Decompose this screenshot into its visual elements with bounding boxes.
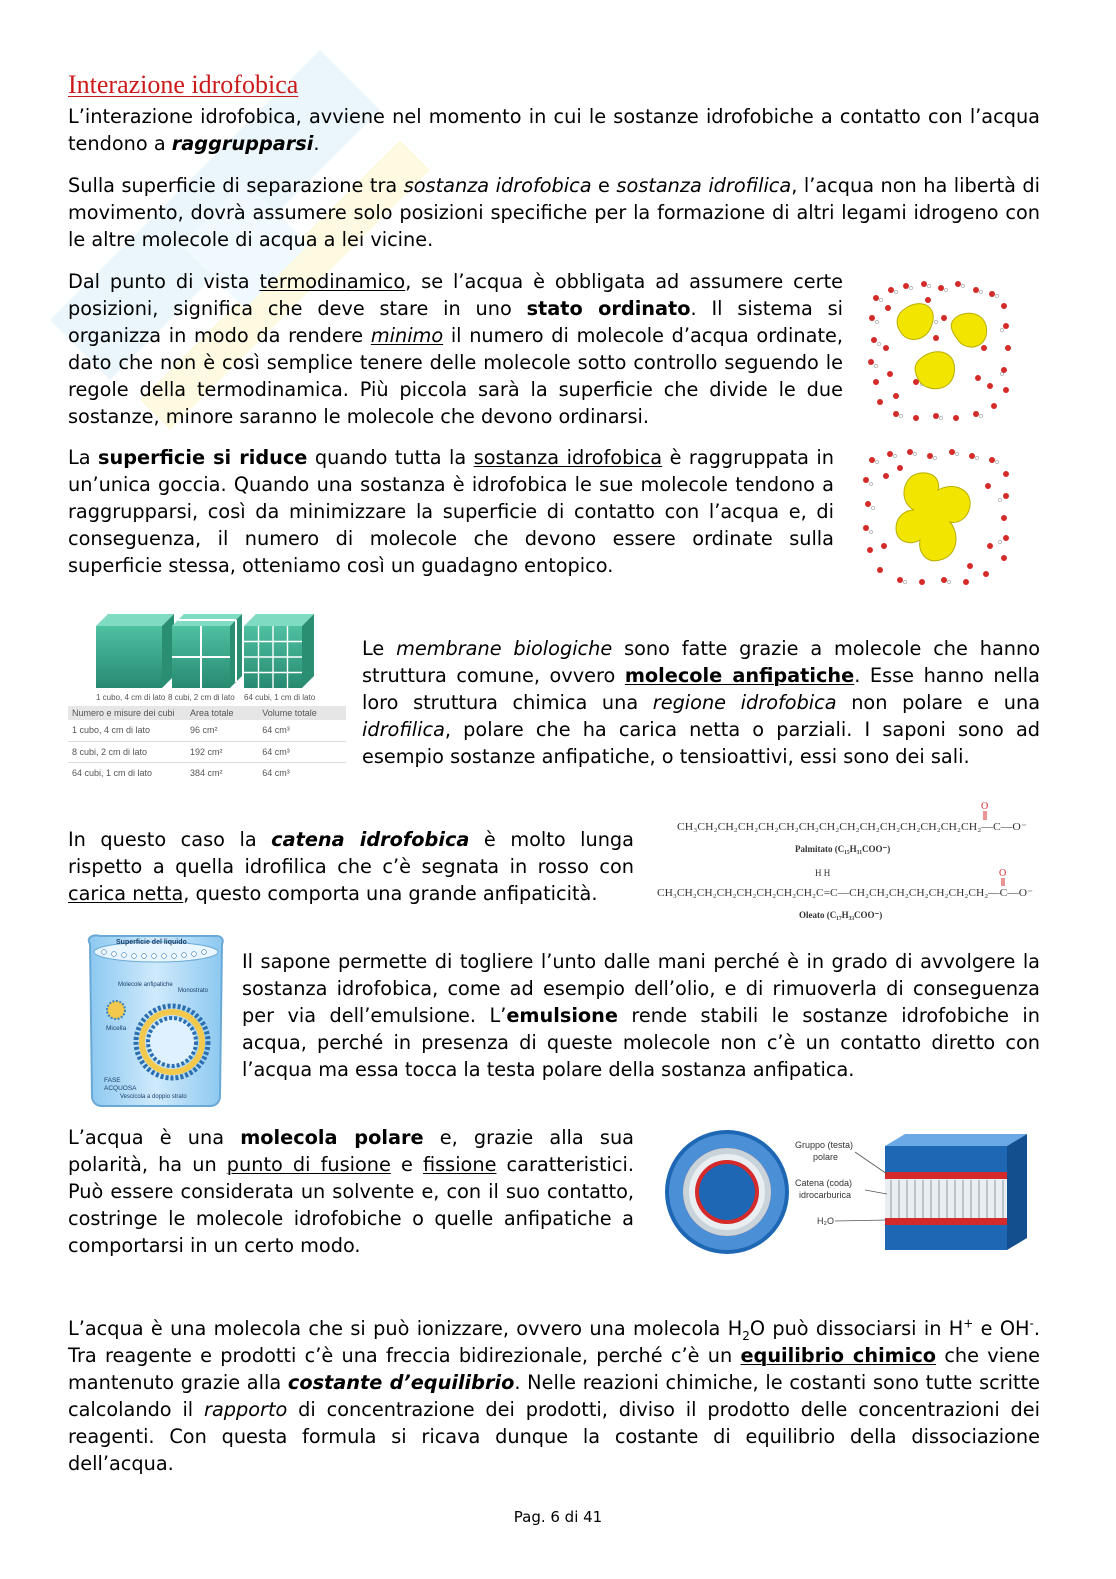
micelle — [107, 1001, 125, 1019]
text: e, grazie alla sua polarità, ha un — [68, 1126, 634, 1176]
term-net-charge: carica netta — [68, 882, 184, 905]
term-polar-molecule: molecola polare — [240, 1126, 424, 1149]
table-row — [68, 762, 346, 783]
paragraph-ionization — [68, 1315, 1040, 1477]
table-cell: 64 cubi, 1 cm di lato — [72, 767, 153, 778]
paragraph-surface — [68, 172, 1040, 253]
text: sono fatte grazie a molecole che hanno struttura comune, ovvero — [362, 637, 1040, 687]
term-ordered-state: stato ordinato — [526, 297, 691, 320]
label-polar-head-1: Gruppo (testa) — [795, 1140, 854, 1150]
term-thermodynamic: termodinamico — [259, 270, 406, 293]
text: , se l’acqua è obbligata ad assumere certe posizioni, significa che deve stare in uno — [68, 270, 843, 320]
water-molecules-pattern — [868, 281, 1011, 421]
term-hydrophobic-chain: catena idrofobica — [271, 828, 470, 851]
oleate-hydrogens: H H — [815, 868, 831, 878]
table-cell: 64 cm³ — [262, 767, 290, 778]
text: In questo caso la — [68, 828, 272, 851]
text: Sulla superficie di separazione tra — [68, 174, 404, 197]
superscript: + — [963, 1316, 974, 1331]
term-minimum: minimo — [370, 324, 444, 347]
text: quando tutta la — [307, 446, 474, 469]
paragraph-soap — [242, 948, 1040, 1083]
beaker-label-phase-2: ACQUOSA — [104, 1085, 137, 1092]
term-chemical-equilibrium: equilibrio chimico — [740, 1344, 937, 1367]
table-row — [68, 720, 346, 741]
emphasis-raggrupparsi: raggrupparsi — [171, 132, 314, 155]
text: . Tra reagente e prodotti c’è una freccia bidirezionale, perché c’è un — [68, 1317, 1041, 1367]
subscript: 2 — [742, 1328, 750, 1343]
term-ratio: rapporto — [204, 1398, 288, 1421]
table-cell: 64 cm³ — [262, 746, 290, 757]
paragraph-thermodynamics — [68, 268, 843, 430]
beaker-label-amphipathic: Molecole anfipatiche — [118, 982, 173, 988]
text: è molto lunga rispetto a quella idrofilica che c’è segnata in rosso con — [68, 828, 634, 878]
table-cell: 8 cubi, 2 cm di lato — [72, 746, 148, 757]
term-fission: fissione — [422, 1153, 497, 1176]
text: . Il sistema si organizza in modo da rendere — [68, 297, 844, 347]
figure-membrane-bilayer — [655, 1128, 1030, 1256]
table-row — [68, 741, 346, 762]
paragraph-polar-water — [68, 1124, 634, 1259]
text: rende stabili le sostanze idrofobiche in acqua, perché in presenza di queste molecole non c’è un contatto diretto con l’acqua ma essa tocca la testa polare della sostanza anfipatica. — [242, 1004, 1040, 1081]
palmitate-chain: CH₃CH₂CH₂CH₂CH₂CH₂CH₂CH₂CH₂CH₂CH₂CH₂CH₂CH₂CH₂—C—O⁻ — [677, 822, 1027, 833]
term-hydrophobic: sostanza idrofobica — [403, 174, 592, 197]
term-equilibrium-constant: costante d’equilibrio — [287, 1371, 515, 1394]
term-amphipathic-molecules: molecole anfipatiche — [624, 664, 855, 687]
term-hydrophilic: idrofilica — [362, 718, 445, 741]
text: , questo comporta una grande anfipaticità. — [183, 882, 598, 905]
text: che viene mantenuto grazie alla — [68, 1344, 1041, 1394]
beaker-label-surface: Superficie del liquido — [116, 939, 187, 946]
term-hydrophilic: sostanza idrofilica — [616, 174, 792, 197]
text: L’acqua è una molecola che si può ionizzare, ovvero una molecola H — [68, 1317, 743, 1340]
term-melting-point: punto di fusione — [226, 1153, 391, 1176]
figure-beaker-micelle — [82, 930, 227, 1108]
table-header-row — [68, 706, 346, 720]
table-header: Volume totale — [262, 708, 317, 718]
text: . Nelle reazioni chimiche, le costanti sono tutte scritte calcolando il — [68, 1371, 1040, 1421]
text: e — [591, 174, 617, 197]
beaker-label-micelle: Micella — [106, 1025, 127, 1032]
paragraph-surface-reduction — [68, 444, 834, 579]
paragraph-intro — [68, 103, 1040, 157]
palmitate-carbonyl-o: O — [981, 801, 989, 812]
text: caratteristici. Può essere considerata un solvente e, con il suo contatto, costringe le molecole idrofobiche o quelle anfipatiche a comportarsi in un certo modo. — [68, 1153, 635, 1257]
page-number: Pag. 6 di 41 — [513, 1508, 603, 1526]
table-cell: 1 cubo, 4 cm di lato — [72, 725, 151, 736]
label-hydrocarbon-tail-1: Catena (coda) — [795, 1178, 853, 1188]
term-hydrophobic-region: regione idrofobica — [652, 691, 837, 714]
cube-caption-1: 1 cubo, 4 cm di lato — [96, 693, 166, 702]
paragraph-hydrophobic-chain — [68, 826, 634, 907]
figure-dispersed-drops — [866, 278, 1012, 423]
cube-2 — [172, 614, 242, 688]
text: . Esse hanno nella loro struttura chimica una — [362, 664, 1040, 714]
text: La — [68, 446, 99, 469]
text: , l’acqua non ha libertà di movimento, dovrà assumere solo posizioni specifiche per la formazione di altri legami idrogeno con le altre molecole di acqua a lei vicine. — [68, 174, 1041, 251]
oleate-chain: CH₃CH₂CH₂CH₂CH₂CH₂CH₂CH₂C=C—CH₂CH₂CH₂CH₂CH₂CH₂CH₂—C—O⁻ — [657, 888, 1033, 899]
cube-3 — [244, 614, 314, 688]
table-header: Area totale — [190, 708, 234, 718]
beaker-label-monolayer: Monostrato — [178, 988, 209, 994]
oleate-carbonyl-o: O — [999, 868, 1007, 879]
figure-fatty-acid-formulas — [655, 800, 1040, 925]
figure-cubes-surface — [68, 612, 348, 790]
bilayer-slab — [885, 1134, 1027, 1250]
term-emulsion: emulsione — [506, 1004, 618, 1027]
text: L’interazione idrofobica, avviene nel momento in cui le sostanze idrofobiche a contatto con l’acqua tendono a — [68, 105, 1040, 155]
beaker-label-vesicle: Vescicola a doppio strato — [120, 1094, 187, 1100]
text: L’acqua è una — [68, 1126, 241, 1149]
table-cell: 384 cm² — [190, 767, 223, 778]
text: . — [313, 132, 320, 155]
text: Le — [362, 637, 397, 660]
cube-1 — [96, 614, 174, 688]
text: il numero di molecole d’acqua ordinate, dato che non è così semplice tenere delle molecole sotto controllo seguendo le regole della termodinamica. Più piccola sarà la superficie che divide le due sostanze, minore saranno le molecole che devono ordinarsi. — [68, 324, 843, 428]
cube-caption-2: 8 cubi, 2 cm di lato — [168, 693, 235, 702]
text: e OH — [973, 1317, 1030, 1340]
text: O può dissociarsi in H — [749, 1317, 964, 1340]
table-cell: 64 cm³ — [262, 725, 290, 736]
superscript: - — [1029, 1316, 1034, 1331]
cubes-illustration — [68, 612, 348, 702]
table-header: Numero e misure dei cubi — [72, 708, 175, 718]
oleate-label: Oleato (C₁₇H₃₃COO⁻) — [799, 910, 883, 920]
text: , polare che ha carica netta o parziali. I saponi sono ad esempio sostanze anfipatiche, o tensioattivi, essi sono dei sali. — [362, 718, 1040, 768]
hydrophobic-drop-merged — [896, 473, 970, 561]
table-cell: 192 cm² — [190, 746, 223, 757]
text: non polare e una — [836, 691, 1041, 714]
paragraph-membranes — [362, 635, 1040, 770]
text: è raggruppata in un’unica goccia. Quando una sostanza è idrofobica le sue molecole tendono a raggrupparsi, così da minimizzare la superficie di contatto con l’acqua e, di conseguenza, il numero di molecole che devono essere ordinate sulla superficie stessa, otteniamo così un guadagno entopico. — [68, 446, 834, 577]
palmitate-label: Palmitato (C₁₅H₃₁COO⁻) — [795, 844, 891, 854]
term-biological-membranes: membrane biologiche — [396, 637, 613, 660]
beaker-label-phase-1: FASE — [104, 1077, 121, 1084]
text: Il sapone permette di togliere l’unto dalle mani perché è in grado di avvolgere la sostanza idrofobica, come ad esempio dell’olio, e di rimuoverla di conseguenza per via dell’emulsione. L’ — [242, 950, 1040, 1027]
text: e — [390, 1153, 423, 1176]
term-surface-reduces: superficie si riduce — [98, 446, 308, 469]
cube-caption-3: 64 cubi, 1 cm di lato — [244, 693, 316, 702]
table-cell: 96 cm² — [190, 725, 218, 736]
term-hydrophobic-substance: sostanza idrofobica — [473, 446, 663, 469]
text: di concentrazione dei prodotti, diviso il prodotto delle concentrazioni dei reagenti. Con questa formula si ricava dunque la costante di equilibrio della dissociazione dell’acqua. — [68, 1398, 1040, 1475]
page-title: Interazione idrofobica — [68, 70, 299, 99]
label-polar-head-2: polare — [813, 1152, 839, 1162]
text: Dal punto di vista — [68, 270, 260, 293]
label-hydrocarbon-tail-2: idrocarburica — [799, 1190, 852, 1200]
figure-grouped-drop — [860, 446, 1012, 586]
cubes-table — [68, 706, 346, 783]
liposome — [665, 1130, 789, 1254]
label-water: H₂O — [817, 1216, 834, 1226]
